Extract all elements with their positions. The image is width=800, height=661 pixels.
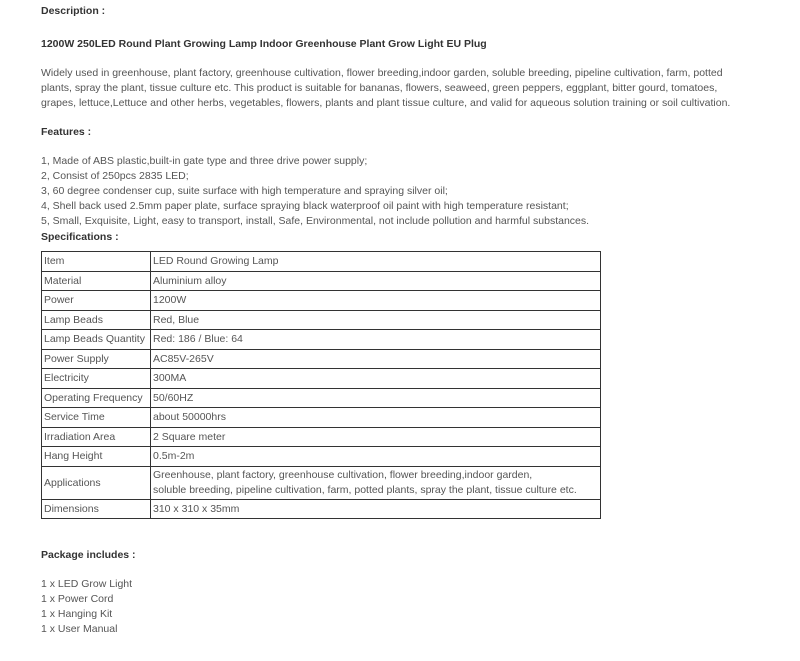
table-row [42, 349, 601, 369]
table-row [42, 408, 601, 428]
features-heading: Features : [41, 126, 92, 138]
spec-value: Red, Blue [151, 310, 601, 330]
description-heading: Description : [41, 5, 106, 17]
description-text: Widely used in greenhouse, plant factory, greenhouse cultivation, flower breeding,indoor garden, soluble breeding, pipeline cultivation, farm, potted plants, spray the plant, tissue culture etc. This product is suitable for bananas, flowers, seaweed, green peppers, eggplant, bitter gourd, tomatoes, grapes, lettuce,Lettuce and other herbs, vegetables, flowers, plants and plant tissue culture, and valid for aqueous solution training or soil cultivation. [41, 67, 731, 109]
spec-value: 50/60HZ [151, 388, 601, 408]
spec-value [151, 466, 601, 499]
spec-key: Item [42, 252, 151, 272]
spec-value: Aluminium alloy [151, 271, 601, 291]
spec-value: 2 Square meter [151, 427, 601, 447]
table-row [42, 388, 601, 408]
spec-key: Dimensions [42, 499, 151, 519]
spec-key: Electricity [42, 369, 151, 389]
package-heading: Package includes : [41, 549, 136, 561]
package-item: 1 x LED Grow Light [41, 578, 133, 590]
spec-value: AC85V-265V [151, 349, 601, 369]
spec-value: 1200W [151, 291, 601, 311]
table-row [42, 252, 601, 272]
feature-item: 5, Small, Exquisite, Light, easy to transport, install, Safe, Environmental, not include pollution and harmful substances. [41, 215, 590, 227]
spec-key: Operating Frequency [42, 388, 151, 408]
specifications-table [41, 251, 601, 519]
table-row [42, 466, 601, 499]
spec-key: Lamp Beads Quantity [42, 330, 151, 350]
product-title: 1200W 250LED Round Plant Growing Lamp Indoor Greenhouse Plant Grow Light EU Plug [41, 38, 487, 50]
table-row [42, 369, 601, 389]
table-row [42, 310, 601, 330]
spec-value: LED Round Growing Lamp [151, 252, 601, 272]
spec-key: Hang Height [42, 447, 151, 467]
package-list [41, 577, 761, 637]
spec-value-line: Greenhouse, plant factory, greenhouse cultivation, flower breeding,indoor garden, [153, 468, 533, 481]
specifications-heading: Specifications : [41, 231, 119, 243]
feature-item: 3, 60 degree condenser cup, suite surface with high temperature and spraying silver oil; [41, 185, 448, 197]
spec-value: Red: 186 / Blue: 64 [151, 330, 601, 350]
package-item: 1 x Hanging Kit [41, 608, 113, 620]
product-description [41, 4, 761, 637]
spec-key: Applications [42, 466, 151, 499]
table-row [42, 271, 601, 291]
package-item: 1 x Power Cord [41, 593, 114, 605]
spec-key: Irradiation Area [42, 427, 151, 447]
table-row [42, 291, 601, 311]
spec-value: about 50000hrs [151, 408, 601, 428]
spec-key: Service Time [42, 408, 151, 428]
feature-item: 2, Consist of 250pcs 2835 LED; [41, 170, 189, 182]
package-item: 1 x User Manual [41, 623, 118, 635]
spec-value: 310 x 310 x 35mm [151, 499, 601, 519]
spec-key: Power Supply [42, 349, 151, 369]
table-row [42, 330, 601, 350]
spec-key: Material [42, 271, 151, 291]
spec-value: 0.5m-2m [151, 447, 601, 467]
spec-value: 300MA [151, 369, 601, 389]
table-row [42, 447, 601, 467]
table-row [42, 499, 601, 519]
feature-item: 1, Made of ABS plastic,built-in gate type and three drive power supply; [41, 155, 368, 167]
feature-item: 4, Shell back used 2.5mm paper plate, surface spraying black waterproof oil paint with high temperature resistant; [41, 200, 569, 212]
table-row [42, 427, 601, 447]
spec-key: Lamp Beads [42, 310, 151, 330]
features-list [41, 154, 761, 229]
spec-key: Power [42, 291, 151, 311]
spec-value-line: soluble breeding, pipeline cultivation, farm, potted plants, spray the plant, tissue culture etc. [153, 483, 577, 496]
